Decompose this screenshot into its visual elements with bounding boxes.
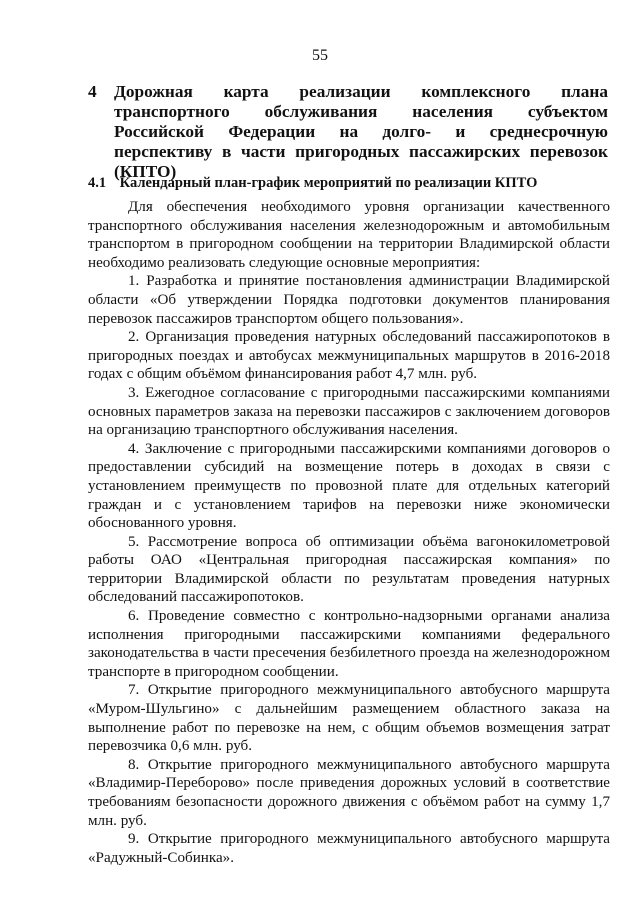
list-item-9: 9. Открытие пригородного межмуниципального автобусного маршрута «Радужный-Собинка». (88, 831, 610, 866)
section-number: 4.1 (88, 175, 107, 191)
section-title: Календарный план-график мероприятий по реализации КПТО (119, 175, 538, 191)
page-number: 55 (312, 47, 328, 64)
list-item-1: 1. Разработка и принятие постановления администрации Владимирской области «Об утверждении Порядка подготовки документов планирования перевозок пассажиров транспортом общего пользования». (88, 273, 610, 327)
list-item-8: 8. Открытие пригородного межмуниципального автобусного маршрута «Владимир-Переборово» после приведения дорожных условий в соответствие требованиям безопасности дорожного движения с объёмом работ на сумму 1,7 млн. руб. (88, 756, 610, 829)
chapter-heading (88, 82, 608, 182)
intro-paragraph: Для обеспечения необходимого уровня организации качественного транспортного обслуживания населения железнодорожным и автомобильным транспортом в пригородном сообщении на территории Владимирской области необходимо реализовать следующие основные мероприятия: (88, 199, 610, 271)
section-heading (88, 174, 608, 192)
chapter-title: Дорожная карта реализации комплексного плана транспортного обслуживания населения субъектом Российской Федерации на долго- и среднесрочную перспективу в части пригородных пассажирских перевозок (КПТО) (114, 82, 608, 181)
list-item-6: 6. Проведение совместно с контрольно-надзорными органами анализа исполнения пригородными пассажирскими компаниями федерального законодательства в части пресечения безбилетного проезда на железнодорожном транспорте в пригородном сообщении. (88, 608, 610, 680)
list-item-2: 2. Организация проведения натурных обследований пассажиропотоков в пригородных поездах и автобусах межмуниципальных маршрутов в 2016-2018 годах с общим объёмом финансирования работ 4,7 млн. руб. (88, 329, 610, 383)
chapter-number: 4 (88, 82, 97, 101)
list-item-3: 3. Ежегодное согласование с пригородными пассажирскими компаниями основных параметров заказа на перевозки пассажиров с заключением договоров на организацию транспортного обслуживания населения. (88, 384, 610, 439)
list-item-4: 4. Заключение с пригородными пассажирскими компаниями договоров о предоставлении субсидий на возмещение потерь в доходах в связи с установлением преимуществ по провозной плате для отдельных категорий граждан и с установлением тарифов на перевозки ниже экономически обоснованного уровня. (88, 440, 610, 532)
body-text (88, 198, 610, 867)
list-item-5: 5. Рассмотрение вопроса об оптимизации объёма вагонокилометровой работы ОАО «Центральная пригородная пассажирская компания» по территории Владимирской области по результатам проведения натурных обследований пассажиропотоков. (88, 533, 610, 606)
list-item-7: 7. Открытие пригородного межмуниципального автобусного маршрута «Муром-Шульгино» с дальнейшим размещением областного заказа на выполнение работ по перевозке на нем, с общим объемов возмещения затрат перевозчика 0,6 млн. руб. (88, 682, 610, 755)
